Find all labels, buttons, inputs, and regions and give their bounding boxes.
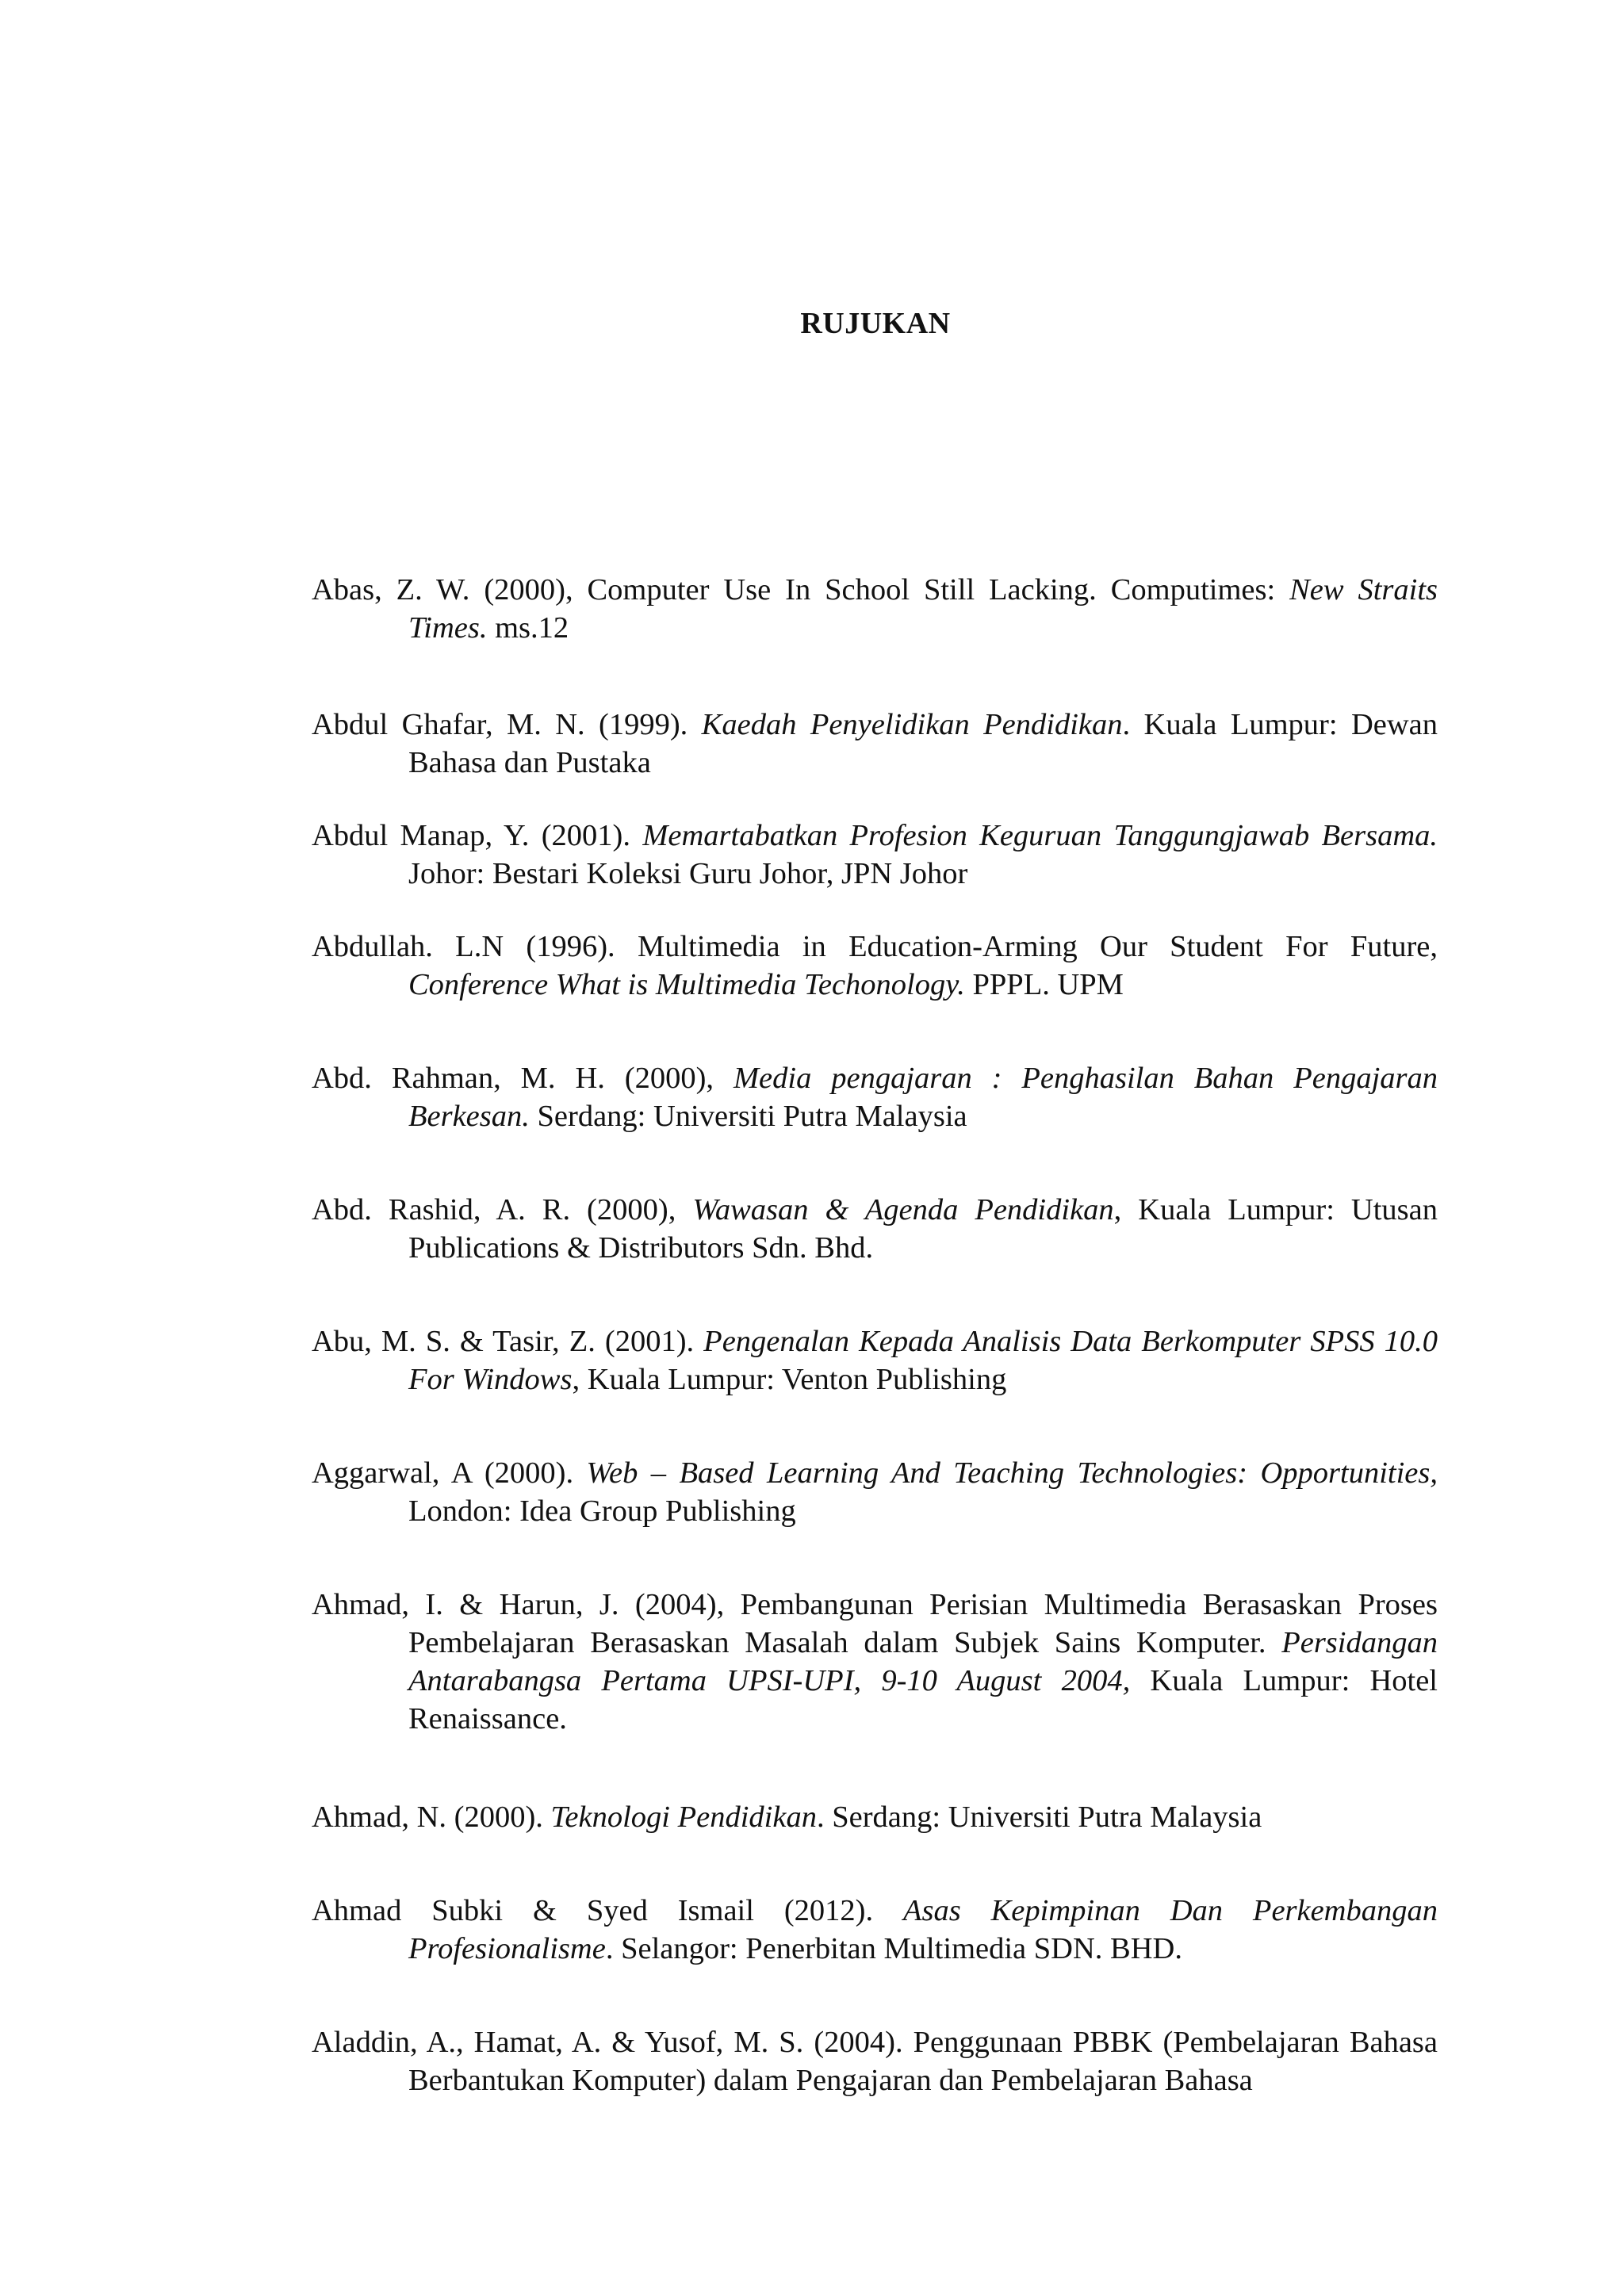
reference-text: Ahmad Subki & Syed Ismail (2012). (312, 1894, 903, 1927)
reference-text: Abu, M. S. & Tasir, Z. (2001). (312, 1325, 704, 1358)
reference-text: Abdul Manap, Y. (2001). (312, 819, 643, 852)
reference-entry (312, 1059, 1438, 1135)
reference-title-italic: Pengenalan Kepada Analisis Data Berkomputer SPSS 10.0 For Windows (408, 1325, 1438, 1396)
reference-text: Abd. Rahman, M. H. (2000), (312, 1062, 733, 1095)
reference-text: . Kuala Lumpur: Dewan Bahasa dan Pustaka (408, 708, 1438, 779)
reference-entry (312, 1892, 1438, 1968)
reference-entry (312, 928, 1438, 1004)
reference-title-italic: Memartabatkan Profesion Keguruan Tanggungjawab Bersama. (642, 819, 1438, 852)
reference-text: Serdang: Universiti Putra Malaysia (529, 1100, 967, 1133)
reference-title-italic: Web – Based Learning And Teaching Technologies: Opportunities, (586, 1456, 1438, 1490)
reference-text: Abas, Z. W. (2000), Computer Use In School Still Lacking. Computimes: (312, 573, 1290, 607)
reference-text: London: Idea Group Publishing (408, 1494, 796, 1528)
reference-title-italic: Persidangan Antarabangsa Pertama UPSI-UPI, 9-10 August 2004, (408, 1626, 1438, 1697)
reference-text: Kuala Lumpur: Hotel Renaissance. (408, 1664, 1438, 1735)
page-title: RUJUKAN (800, 307, 951, 340)
reference-entry (312, 2023, 1438, 2099)
reference-entry (312, 1586, 1438, 1738)
reference-text: Aggarwal, A (2000). (312, 1456, 587, 1490)
reference-text: , Kuala Lumpur: Utusan Publications & Distributors Sdn. Bhd. (408, 1193, 1438, 1265)
reference-text: Abdul Ghafar, M. N. (1999). (312, 708, 702, 741)
reference-title-italic: Media pengajaran : Penghasilan Bahan Pengajaran Berkesan. (408, 1062, 1438, 1133)
reference-title-italic: Teknologi Pendidikan (550, 1800, 817, 1834)
reference-entry (312, 1191, 1438, 1267)
reference-entry (312, 1322, 1438, 1399)
reference-entry (312, 1798, 1438, 1836)
reference-title-italic: Kaedah Penyelidikan Pendidikan (701, 708, 1123, 741)
reference-text: Aladdin, A., Hamat, A. & Yusof, M. S. (2004). Penggunaan PBBK (Pembelajaran Bahasa Berbantukan Komputer) dalam Pengajaran dan Pembelajaran Bahasa (312, 2026, 1438, 2097)
reference-text: Ahmad, N. (2000). (312, 1800, 551, 1834)
reference-text: Ahmad, I. & Harun, J. (2004), Pembangunan Perisian Multimedia Berasaskan Proses Pembelajaran Berasaskan Masalah dalam Subjek Sains Komputer. (312, 1588, 1438, 1659)
reference-entry (312, 1454, 1438, 1530)
reference-entry (312, 706, 1438, 782)
reference-text: ms.12 (487, 611, 569, 645)
reference-text: , Kuala Lumpur: Venton Publishing (572, 1363, 1007, 1396)
reference-text: . Selangor: Penerbitan Multimedia SDN. BHD. (605, 1932, 1182, 1965)
reference-entry (312, 571, 1438, 647)
reference-text: Abdullah. L.N (1996). Multimedia in Education-Arming Our Student For Future, (312, 930, 1438, 963)
reference-text: Johor: Bestari Koleksi Guru Johor, JPN Johor (408, 857, 968, 890)
reference-text: Abd. Rashid, A. R. (2000), (312, 1193, 693, 1226)
reference-text: . Serdang: Universiti Putra Malaysia (816, 1800, 1262, 1834)
reference-title-italic: Conference What is Multimedia Techonology. (408, 968, 965, 1001)
reference-title-italic: Wawasan & Agenda Pendidikan (692, 1193, 1114, 1226)
reference-title-italic: Asas Kepimpinan Dan Perkembangan Profesionalisme (408, 1894, 1438, 1965)
reference-title-italic: New Straits Times. (408, 573, 1438, 645)
reference-entry (312, 817, 1438, 893)
reference-text: PPPL. UPM (964, 968, 1124, 1001)
